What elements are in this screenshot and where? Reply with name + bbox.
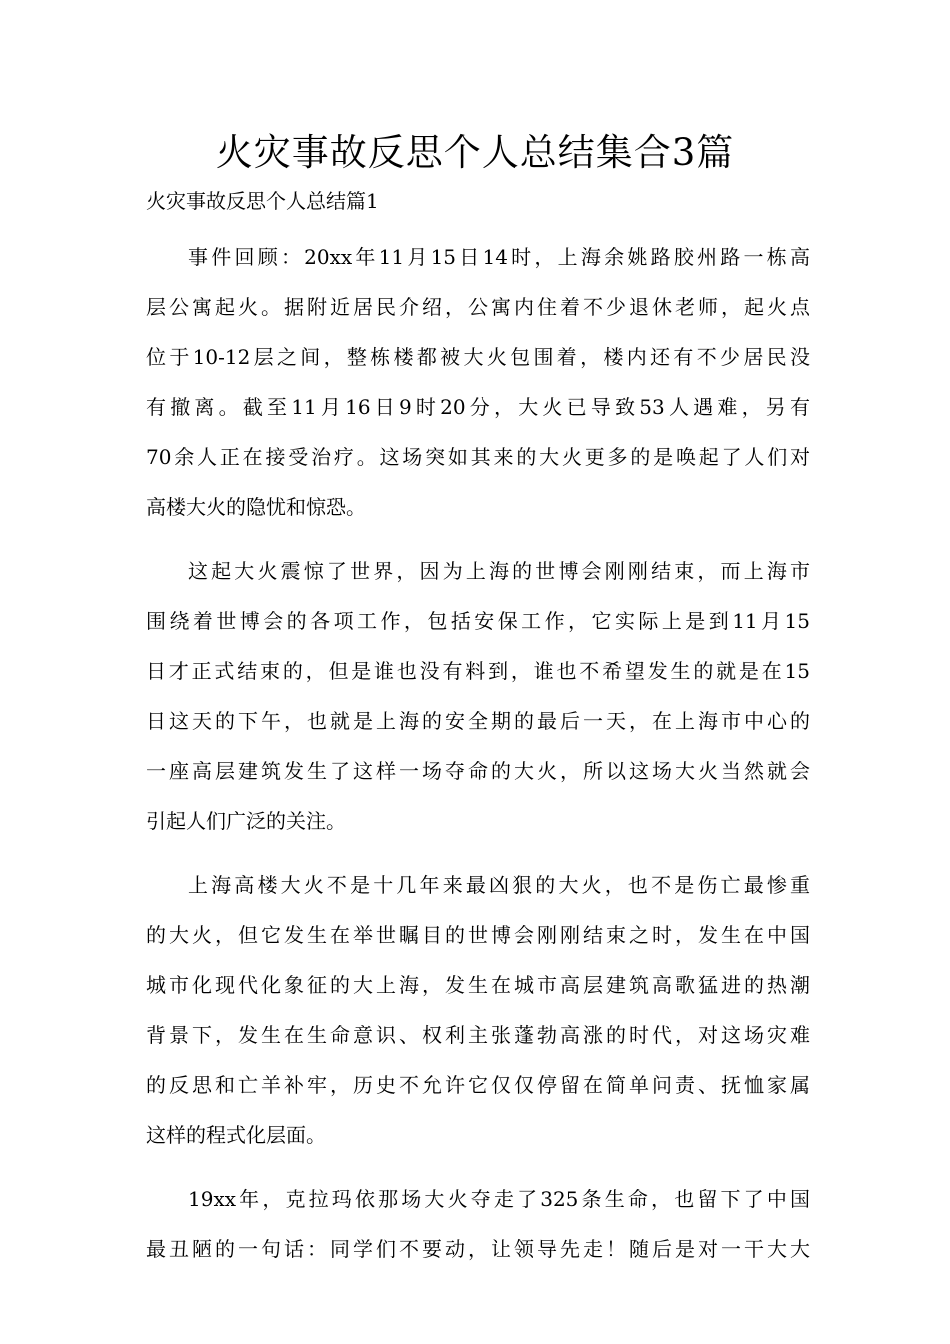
paragraph-line: 层公寓起火。据附近居民介绍，公寓内住着不少退休老师，起火点 (146, 295, 810, 319)
paragraph-line: 这样的程式化层面。 (146, 1123, 326, 1147)
paragraph-line: 高楼大火的隐忧和惊恐。 (146, 495, 366, 519)
paragraph-line: 位于10-12层之间，整栋楼都被大火包围着，楼内还有不少居民没 (146, 345, 810, 369)
paragraph-4 (146, 1174, 810, 1274)
paragraph-line: 的反思和亡羊补牢，历史不允许它仅仅停留在简单问责、抚恤家属 (146, 1073, 810, 1097)
paragraph-line: 一座高层建筑发生了这样一场夺命的大火，所以这场大火当然就会 (146, 759, 810, 783)
paragraph-line: 日才正式结束的，但是谁也没有料到，谁也不希望发生的就是在15 (146, 659, 810, 683)
paragraph-line: 事件回顾：20xx年11月15日14时，上海余姚路胶州路一栋高 (188, 245, 810, 269)
paragraph-1 (146, 232, 810, 532)
paragraph-line: 围绕着世博会的各项工作，包括安保工作，它实际上是到11月15 (146, 609, 810, 633)
paragraph-line: 背景下，发生在生命意识、权利主张蓬勃高涨的时代，对这场灾难 (146, 1023, 810, 1047)
paragraph-line: 上海高楼大火不是十几年来最凶狠的大火，也不是伤亡最惨重 (188, 873, 810, 897)
paragraph-line: 19xx年，克拉玛依那场大火夺走了325条生命，也留下了中国 (188, 1187, 810, 1211)
paragraph-line: 日这天的下午，也就是上海的安全期的最后一天，在上海市中心的 (146, 709, 810, 733)
paragraph-line: 城市化现代化象征的大上海，发生在城市高层建筑高歌猛进的热潮 (146, 973, 810, 997)
paragraph-line: 的大火，但它发生在举世瞩目的世博会刚刚结束之时，发生在中国 (146, 923, 810, 947)
paragraph-line: 引起人们广泛的关注。 (146, 809, 346, 833)
document-body (146, 232, 810, 1288)
paragraph-line: 这起大火震惊了世界，因为上海的世博会刚刚结束，而上海市 (188, 559, 810, 583)
section-heading: 火灾事故反思个人总结篇1 (146, 189, 379, 213)
paragraph-2 (146, 546, 810, 846)
paragraph-line: 有撤离。截至11月16日9时20分，大火已导致53人遇难，另有 (146, 395, 810, 419)
paragraph-line: 70余人正在接受治疗。这场突如其来的大火更多的是唤起了人们对 (146, 445, 810, 469)
document-title: 火灾事故反思个人总结集合3篇 (215, 131, 735, 174)
paragraph-3 (146, 860, 810, 1160)
paragraph-line: 最丑陋的一句话：同学们不要动，让领导先走！随后是对一干大大 (146, 1237, 810, 1261)
